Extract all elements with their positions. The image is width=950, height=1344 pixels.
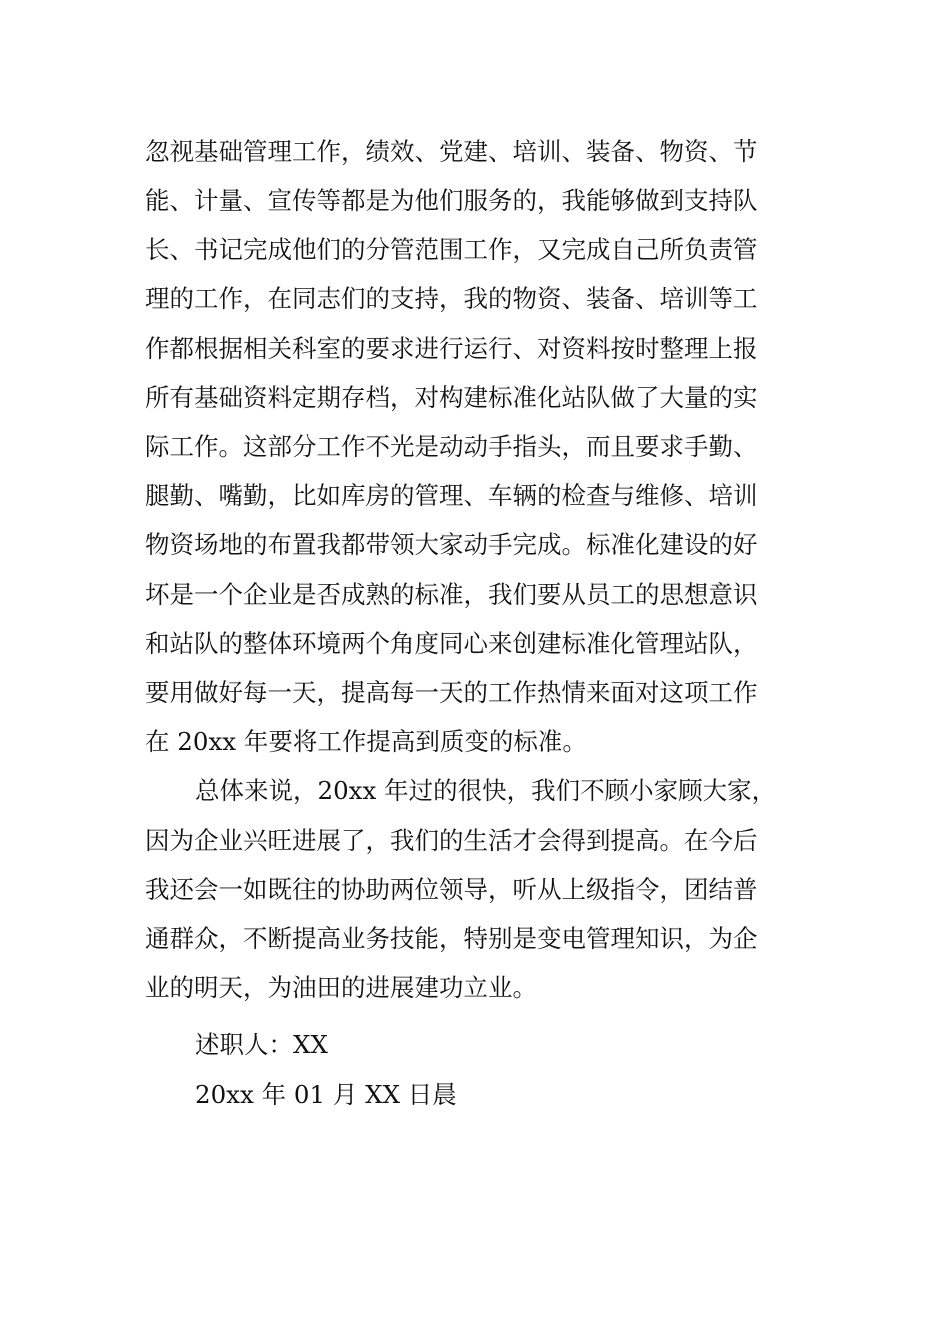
text-line: 物资场地的布置我都带领大家动手完成。标准化建设的好 bbox=[145, 530, 758, 559]
text-line: 总体来说，20xx 年过的很快，我们不顾小家顾大家， bbox=[195, 776, 777, 805]
text-line: 所有基础资料定期存档，对构建标准化站队做了大量的实 bbox=[145, 383, 758, 412]
text-line: 要用做好每一天，提高每一天的工作热情来面对这项工作 bbox=[145, 678, 758, 707]
text-line: 坏是一个企业是否成熟的标准，我们要从员工的思想意识 bbox=[145, 580, 758, 609]
text-line: 忽视基础管理工作，绩效、党建、培训、装备、物资、节 bbox=[145, 137, 758, 166]
text-line: 长、书记完成他们的分管范围工作，又完成自己所负责管 bbox=[145, 235, 758, 264]
text-line: 业的明天，为油田的进展建功立业。 bbox=[145, 973, 537, 1002]
text-line: 因为企业兴旺进展了，我们的生活才会得到提高。在今后 bbox=[145, 826, 758, 855]
date: 20xx 年 01 月 XX 日晨 bbox=[195, 1080, 457, 1109]
text-line: 通群众，不断提高业务技能，特别是变电管理知识，为企 bbox=[145, 924, 758, 953]
signature: 述职人：XX bbox=[195, 1030, 328, 1059]
text-line: 我还会一如既往的协助两位领导，听从上级指令，团结普 bbox=[145, 875, 758, 904]
text-line: 在 20xx 年要将工作提高到质变的标准。 bbox=[145, 727, 587, 756]
text-line: 理的工作，在同志们的支持，我的物资、装备、培训等工 bbox=[145, 284, 758, 313]
text-line: 和站队的整体环境两个角度同心来创建标准化管理站队， bbox=[145, 629, 758, 658]
text-line: 腿勤、嘴勤，比如库房的管理、车辆的检查与维修、培训 bbox=[145, 481, 758, 510]
text-line: 作都根据相关科室的要求进行运行、对资料按时整理上报 bbox=[145, 334, 758, 363]
text-line: 能、计量、宣传等都是为他们服务的，我能够做到支持队 bbox=[145, 186, 758, 215]
text-line: 际工作。这部分工作不光是动动手指头，而且要求手勤、 bbox=[145, 432, 758, 461]
